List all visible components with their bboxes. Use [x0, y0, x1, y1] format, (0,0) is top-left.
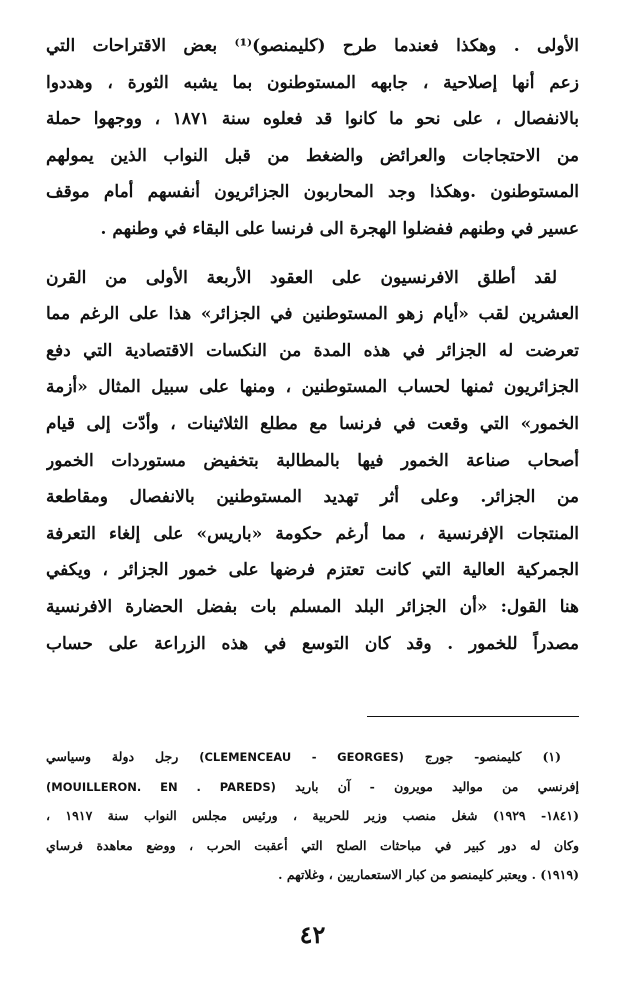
text-line: زعم أنها إصلاحية ، جابهه المستوطنون بما يشبه الثورة ، وهددوا [46, 72, 579, 93]
text-line: المستوطنون .وهكذا وجد المحاربون الجزائريون أنفسهم أمام موقف [46, 182, 579, 203]
page-number: ٤٢ [299, 920, 326, 949]
footnote-latin-place: (MOUILLERON. EN . PAREDS) [46, 779, 276, 794]
text-line: العشرين لقب «أيام زهو المستوطنين في الجزائر» هذا على الرغم مما [46, 304, 579, 325]
text-line: تعرضت له الجزائر في هذه المدة من النكسات الاقتصادية التي دفع [46, 340, 579, 361]
text-line: الخمور» التي وقعت في فرنسا مع مطلع الثلاثينات ، وأدّت إلى قيام [46, 413, 579, 434]
text-line: المنتجات الإفرنسية ، مما أرغم حكومة «باريس» على إلغاء التعرفة [46, 523, 579, 544]
footnote-latin-name: (CLEMENCEAU - GEORGES) [199, 750, 404, 764]
footnote-line [46, 772, 579, 802]
footnote-separator [367, 716, 579, 717]
footnote-text: رجل دولة وسياسي [46, 749, 179, 764]
text-line: هنا القول: «أن الجزائر البلد المسلم بات بفضل الحضارة الافرنسية [46, 596, 579, 617]
text-line: لقد أطلق الافرنسيون على العقود الأربعة الأولى من القرن [46, 267, 557, 288]
text-line: الجمركية العالية التي كانت تعتزم فرضها على خمور الجزائر ، ويكفي [46, 560, 579, 581]
paragraph-gap [46, 248, 579, 260]
footnote-line [46, 742, 579, 772]
text-line: عسير في وطنهم ففضلوا الهجرة الى فرنسا على البقاء في وطنهم . [100, 218, 579, 239]
text-line: مصدراً للخمور . وقد كان التوسع في هذه الزراعة على حساب [46, 633, 579, 654]
body-text [46, 28, 579, 662]
footnote-line: (١٩١٩) . ويعتبر كليمنصو من كبار الاستعماريين ، وغلاتهم . [278, 867, 579, 883]
footnote-text: إفرنسي من مواليد مويرون - آن باريد [295, 778, 579, 794]
text-line: الأولى . وهكذا فعندما طرح (كليمنصو)⁽¹⁾ بعض الاقتراحات التي [46, 36, 579, 56]
footnote-line: (١٨٤١- ١٩٢٩) شغل منصب وزير للحربية ، ورئيس مجلس النواب سنة ١٩١٧ ، [46, 808, 579, 824]
text-line: أصحاب صناعة الخمور فيها بالمطالبة بتخفيض مستوردات الخمور [46, 450, 579, 471]
text-line: بالانفصال ، على نحو ما كانوا قد فعلوه سنة ١٨٧١ ، ووجهوا حملة [46, 109, 579, 130]
text-line: الجزائريون ثمنها لحساب المستوطنين ، ومنها على سبيل المثال «أزمة [46, 377, 579, 398]
text-line: من الجزائر. وعلى أثر تهديد المستوطنين بالانفصال ومقاطعة [46, 487, 579, 508]
text-line: من الاحتجاجات والعرائض والضغط من قبل النواب الذين يمولهم [46, 145, 579, 166]
footnote-text: (١) كليمنصو- جورج [424, 749, 562, 764]
footnote-line: وكان له دور كبير في مباحثات الصلح التي أعقبت الحرب ، ووضع معاهدة فرساي [46, 837, 579, 853]
footnotes [46, 742, 579, 890]
